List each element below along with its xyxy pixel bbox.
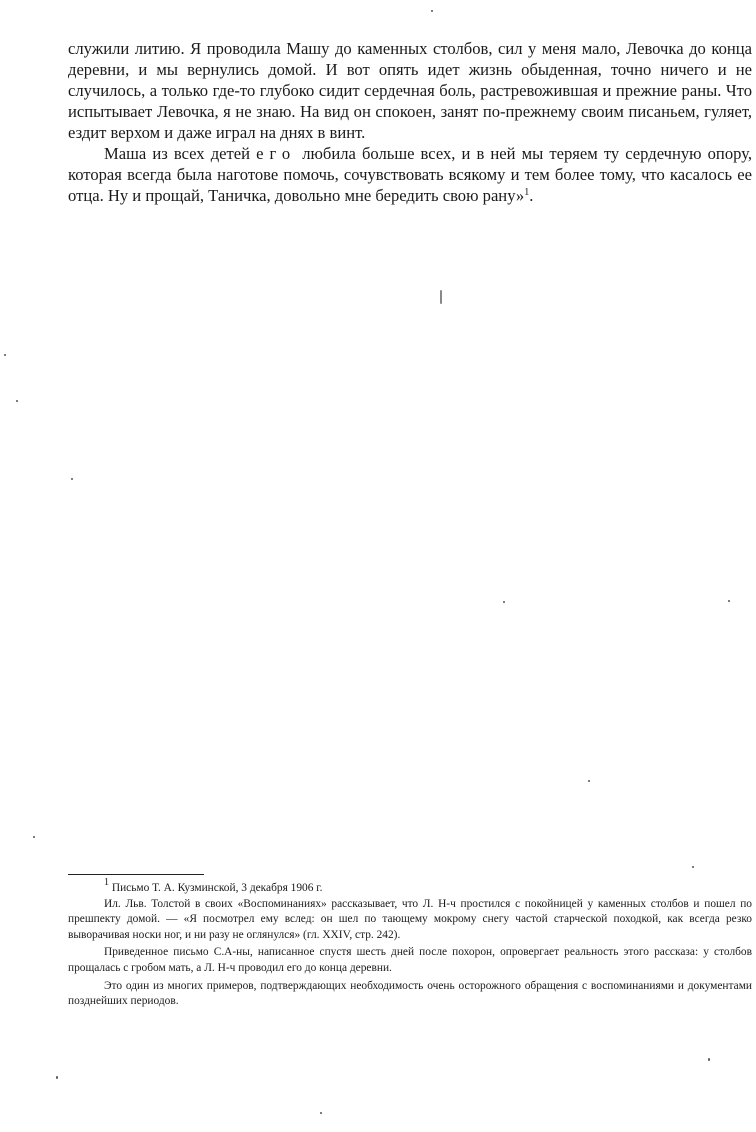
paragraph-masha-start: Маша из всех детей <box>104 144 257 163</box>
scan-speck <box>4 354 6 356</box>
scan-speck <box>16 400 18 402</box>
scan-speck <box>728 600 730 602</box>
scan-speck <box>503 601 505 603</box>
paragraph-letter-continuation: служили литию. Я проводила Машу до каменных столбов, сил у меня мало, Левочка до конца деревни, и мы вернулись домой. И вот опять идет жизнь обыденная, точно ничего и не случилось, а только где-то глубоко сидит сердечная боль, растревожившая и прежние раны. Что испытывает Левочка, я не знаю. На вид он спокоен, занят по-прежнему своим писаньем, гуляет, ездит верхом и даже играл на днях в винт. <box>68 39 752 142</box>
footnote-4: Это один из многих примеров, подтверждающих необходимость очень осторожного обращения с воспоминаниями и документами позднейших периодов. <box>68 979 752 1008</box>
paragraph-masha-rest: любила больше всех, и в ней мы теряем ту сердечную опору, которая всегда была наготове помочь, сочувствовать всякому и тем более тому, что касалось ее отца. Ну и прощай, Таничка, довольно мне бередить свою рану» <box>68 144 752 205</box>
footnote-3: Приведенное письмо С.А-ны, написанное спустя шесть дней после похорон, опровергает реальность этого рассказа: у столбов прощалась с гробом мать, а Л. Н-ч проводил его до конца деревни. <box>68 946 752 974</box>
scan-speck <box>440 290 442 304</box>
footnote-reference: 1 <box>524 187 530 198</box>
scan-speck <box>692 866 694 868</box>
footnotes <box>68 877 752 1010</box>
paragraph-masha-end: . <box>529 186 534 205</box>
scan-speck <box>708 1058 710 1061</box>
scan-speck <box>71 478 73 480</box>
footnote-divider <box>68 874 204 875</box>
scan-speck <box>431 10 433 12</box>
emphasized-word: его <box>256 144 297 163</box>
footnote-1 <box>68 877 752 897</box>
scan-speck <box>588 780 590 782</box>
scan-speck <box>320 1112 322 1114</box>
footnote-1-mark: 1 <box>104 877 109 888</box>
footnote-2: Ил. Льв. Толстой в своих «Воспоминаниях» рассказывает, что Л. Н-ч простился с покойницей у каменных столбов и пошел по прешпекту домой. — «Я посмотрел ему вслед: он шел по тающему мокрому снегу частой старческой походкой, как всегда резко выворачивая носки ног, и ни разу не оглянулся» (гл. XXIV, стр. 242). <box>68 897 752 941</box>
paragraph-masha <box>68 143 752 206</box>
scan-speck <box>33 836 35 838</box>
scan-speck <box>56 1076 58 1079</box>
body-text <box>68 38 752 206</box>
footnote-1-text: Письмо Т. А. Кузминской, 3 декабря 1906 г. <box>109 882 323 894</box>
